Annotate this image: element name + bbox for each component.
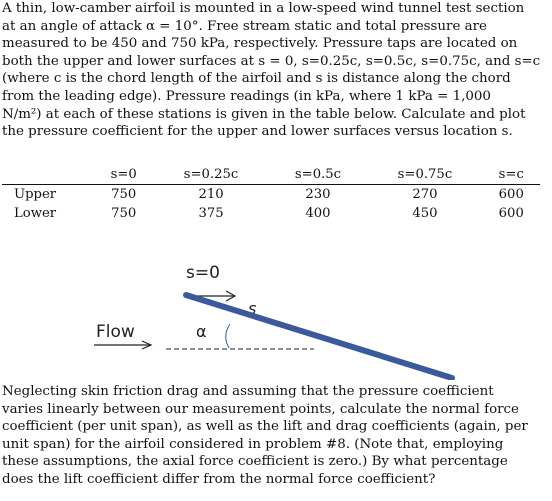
question-line: varies linearly between our measurement points, calculate the normal force <box>2 401 519 417</box>
table-header-row <box>2 165 540 185</box>
table-cell: 210 <box>198 187 224 202</box>
statement-line: the pressure coefficient for the upper and lower surfaces versus location s. <box>2 124 513 140</box>
question-line: coefficient (per unit span), as well as the lift and drag coefficients (again, per <box>2 419 528 435</box>
table-corner-cell <box>2 165 94 185</box>
table-cell: 400 <box>305 206 331 221</box>
statement-line: (where c is the chord length of the airfoil and s is distance along the chord <box>2 71 511 87</box>
statement-line: measured to be 450 and 750 kPa, respectively. Pressure taps are located on <box>2 36 518 52</box>
question-line: these assumptions, the axial force coefficient is zero.) By what percentage <box>2 454 508 470</box>
table-cell: 750 <box>111 187 137 202</box>
question-line: does the lift coefficient differ from the normal force coefficient? <box>2 471 436 487</box>
statement-line: at an angle of attack α = 10°. Free stream static and total pressure are <box>2 18 487 34</box>
airfoil-diagram <box>0 248 552 380</box>
column-header: s=0.25c <box>153 165 268 185</box>
table-cell: 230 <box>305 187 331 202</box>
table-row-lower <box>2 204 540 223</box>
alpha-arc <box>226 324 230 348</box>
table-row-upper <box>2 185 540 205</box>
statement-line: A thin, low-camber airfoil is mounted in a low-speed wind tunnel test section <box>2 1 525 16</box>
statement-line: N/m²) at each of these stations is given in the table below. Calculate and plot <box>2 106 526 122</box>
table-cell: 375 <box>198 206 224 221</box>
table-cell: 450 <box>412 206 438 221</box>
statement-line: both the upper and lower surfaces at s = 0, s=0.25c, s=0.5c, s=0.75c, and s=c <box>2 53 541 69</box>
column-header: s=0 <box>94 165 153 185</box>
row-label: Upper <box>14 187 57 202</box>
table-cell: 600 <box>498 206 524 221</box>
question-line: Neglecting skin friction drag and assuming that the pressure coefficient <box>2 384 494 399</box>
table-cell: 270 <box>412 187 438 202</box>
question-statement <box>2 383 542 489</box>
s0-label: s=0 <box>186 263 220 283</box>
problem-statement <box>2 0 542 141</box>
pressure-table <box>2 165 540 223</box>
table-cell: 750 <box>111 206 137 221</box>
column-header: s=0.5c <box>269 165 368 185</box>
question-line: unit span) for the airfoil considered in problem #8. (Note that, employing <box>2 436 504 452</box>
flow-label: Flow <box>96 322 135 342</box>
table-cell: 600 <box>498 187 524 202</box>
statement-line: from the leading edge). Pressure readings (in kPa, where 1 kPa = 1,000 <box>2 88 491 104</box>
alpha-label: α <box>196 322 207 341</box>
row-label: Lower <box>14 206 57 221</box>
column-header: s=c <box>483 165 540 185</box>
s-label: s <box>248 299 257 318</box>
column-header: s=0.75c <box>367 165 482 185</box>
